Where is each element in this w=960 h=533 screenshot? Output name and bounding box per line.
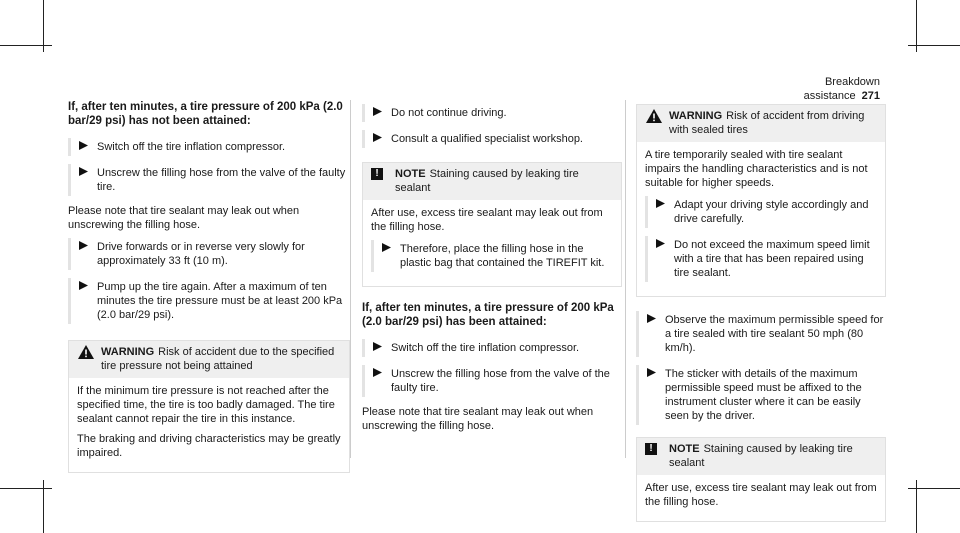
instruction-step bbox=[636, 365, 886, 425]
crop-mark bbox=[0, 45, 52, 46]
warning-title: Risk of accident due to the specified tire pressure not being attained bbox=[101, 346, 335, 372]
instruction-step bbox=[636, 311, 886, 357]
instruction-step bbox=[645, 196, 877, 228]
arrow-icon bbox=[79, 167, 88, 176]
note-body bbox=[363, 200, 621, 286]
section-heading: If, after ten minutes, a tire pressure of 200 kPa (2.0 bar/29 psi) has been attained: bbox=[362, 302, 614, 328]
body-text: After use, excess tire sealant may leak out from the filling hose. bbox=[645, 482, 877, 508]
instruction-step bbox=[645, 236, 877, 282]
note-box bbox=[636, 437, 886, 522]
column-divider bbox=[625, 100, 626, 458]
note-header bbox=[637, 438, 885, 475]
warning-header bbox=[637, 105, 885, 142]
column-2 bbox=[362, 100, 622, 439]
note-title: Staining caused by leaking tire sealant bbox=[395, 168, 579, 194]
step-text: Switch off the tire inflation compressor. bbox=[391, 342, 580, 354]
warning-label: WARNING bbox=[101, 346, 155, 358]
crop-mark bbox=[43, 0, 44, 52]
arrow-icon bbox=[656, 199, 665, 208]
note-label: NOTE bbox=[395, 168, 426, 180]
page-header bbox=[770, 75, 880, 103]
note-label: NOTE bbox=[669, 443, 700, 455]
arrow-icon bbox=[373, 133, 382, 142]
section-title: Breakdown assistance bbox=[803, 76, 880, 102]
arrow-icon bbox=[373, 368, 382, 377]
arrow-icon bbox=[656, 239, 665, 248]
instruction-step bbox=[362, 130, 622, 148]
arrow-icon bbox=[373, 107, 382, 116]
exclamation-icon: ! bbox=[371, 168, 383, 180]
column-3 bbox=[636, 100, 886, 533]
step-text: Observe the maximum permissible speed for a tire sealed with tire sealant 50 mph (80 km/h). bbox=[665, 314, 884, 354]
column-1 bbox=[68, 100, 350, 485]
instruction-step bbox=[362, 339, 622, 357]
arrow-icon bbox=[79, 241, 88, 250]
step-text: Unscrew the filling hose from the valve of the faulty tire. bbox=[97, 167, 346, 193]
warning-body bbox=[69, 378, 349, 472]
arrow-icon bbox=[79, 141, 88, 150]
step-text: Unscrew the filling hose from the valve of the faulty tire. bbox=[391, 368, 610, 394]
column-divider bbox=[350, 100, 351, 458]
arrow-icon bbox=[647, 314, 656, 323]
step-text: Drive forwards or in reverse very slowly for approximately 33 ft (10 m). bbox=[97, 241, 305, 267]
instruction-step bbox=[68, 138, 350, 156]
step-text: Switch off the tire inflation compressor. bbox=[97, 141, 286, 153]
arrow-icon bbox=[373, 342, 382, 351]
exclamation-icon: ! bbox=[645, 443, 657, 455]
body-text: If the minimum tire pressure is not reached after the specified time, the tire is too badly damaged. The tire sealant cannot repair the tire in this instance. bbox=[77, 385, 335, 425]
arrow-icon bbox=[382, 243, 391, 252]
step-text: Do not continue driving. bbox=[391, 107, 507, 119]
warning-header bbox=[69, 341, 349, 378]
instruction-step bbox=[362, 365, 622, 397]
instruction-step bbox=[371, 240, 613, 272]
page-number: 271 bbox=[861, 90, 880, 102]
body-text: After use, excess tire sealant may leak out from the filling hose. bbox=[371, 207, 603, 233]
step-text: Pump up the tire again. After a maximum of ten minutes the tire pressure must be at least 200 kPa (2.0 bar/29 psi). bbox=[97, 281, 343, 321]
warning-body bbox=[637, 142, 885, 296]
step-text: Adapt your driving style accordingly and drive carefully. bbox=[674, 199, 869, 225]
crop-mark bbox=[43, 480, 44, 533]
warning-title: Risk of accident from driving with sealed tires bbox=[669, 110, 865, 136]
warning-triangle-icon bbox=[77, 344, 95, 360]
note-body bbox=[637, 475, 885, 521]
arrow-icon bbox=[647, 368, 656, 377]
body-text: Please note that tire sealant may leak out when unscrewing the filling hose. bbox=[68, 205, 300, 231]
body-text: The braking and driving characteristics may be greatly impaired. bbox=[77, 433, 341, 459]
instruction-step bbox=[68, 164, 350, 196]
instruction-step bbox=[362, 104, 622, 122]
section-heading: If, after ten minutes, a tire pressure of 200 kPa (2.0 bar/29 psi) has not been attained: bbox=[68, 101, 343, 127]
warning-box bbox=[636, 104, 886, 297]
crop-mark bbox=[0, 488, 52, 489]
step-text: The sticker with details of the maximum permissible speed must be affixed to the instrument cluster where it can be easily seen by the driver. bbox=[665, 368, 862, 422]
crop-mark bbox=[916, 0, 917, 52]
warning-triangle-icon bbox=[645, 108, 663, 124]
warning-box bbox=[68, 340, 350, 473]
body-text: A tire temporarily sealed with tire sealant impairs the handling characteristics and is not suitable for higher speeds. bbox=[645, 149, 868, 189]
note-title: Staining caused by leaking tire sealant bbox=[669, 443, 853, 469]
warning-label: WARNING bbox=[669, 110, 723, 122]
body-text: Please note that tire sealant may leak out when unscrewing the filling hose. bbox=[362, 406, 594, 432]
step-text: Therefore, place the filling hose in the plastic bag that contained the TIREFIT kit. bbox=[400, 243, 605, 269]
step-text: Do not exceed the maximum speed limit with a tire that has been repaired using tire sealant. bbox=[674, 239, 870, 279]
arrow-icon bbox=[79, 281, 88, 290]
instruction-step bbox=[68, 278, 350, 324]
note-header bbox=[363, 163, 621, 200]
crop-mark bbox=[916, 480, 917, 533]
step-text: Consult a qualified specialist workshop. bbox=[391, 133, 583, 145]
instruction-step bbox=[68, 238, 350, 270]
note-box bbox=[362, 162, 622, 287]
